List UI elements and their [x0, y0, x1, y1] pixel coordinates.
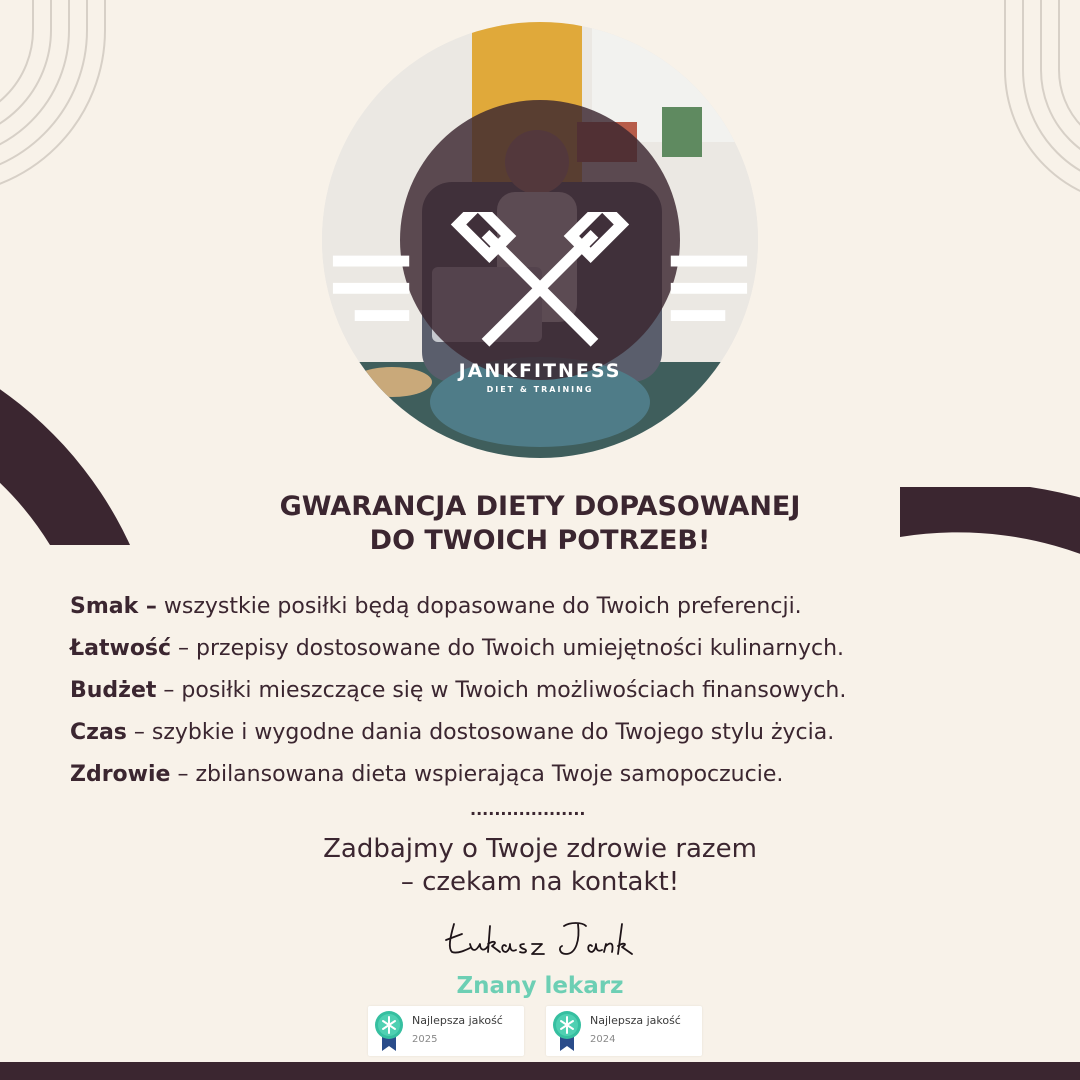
badge-year: 2025 — [412, 1034, 438, 1045]
feature-label: Smak – — [70, 594, 157, 619]
feature-label: Budżet — [70, 678, 157, 703]
feature-text: – przepisy dostosowane do Twoich umiejętności kulinarnych. — [171, 636, 845, 661]
feature-label: Zdrowie — [70, 762, 171, 787]
znany-lekarz-label: Znany lekarz — [456, 973, 624, 999]
brand-logo — [322, 212, 758, 394]
headline — [0, 490, 1080, 558]
feature-text: wszystkie posiłki będą dopasowane do Twoich preferencji. — [156, 594, 802, 619]
badge-title: Najlepsza jakość — [412, 1014, 503, 1027]
feature-item — [70, 756, 1030, 798]
handwritten-signature — [440, 912, 640, 962]
profile-photo — [322, 22, 758, 458]
badge-title: Najlepsza jakość — [590, 1014, 681, 1027]
feature-item — [70, 588, 1030, 630]
headline-line-2: DO TWOICH POTRZEB! — [369, 525, 711, 556]
bottom-bar — [0, 1062, 1080, 1080]
feature-item — [70, 672, 1030, 714]
feature-item — [70, 714, 1030, 756]
decorative-arc-lines-right — [970, 0, 1080, 210]
crossed-dumbbell-fork-icon — [322, 212, 758, 354]
quality-badge-2025 — [368, 1006, 524, 1056]
closing-line-1: Zadbajmy o Twoje zdrowie razem — [323, 834, 757, 864]
closing-message — [0, 833, 1080, 899]
features-list — [70, 588, 1030, 798]
closing-line-2: – czekam na kontakt! — [400, 867, 680, 897]
feature-text: – posiłki mieszczące się w Twoich możliwościach finansowych. — [156, 678, 847, 703]
award-ribbon-icon — [550, 1009, 584, 1053]
quality-badge-2024 — [546, 1006, 702, 1056]
brand-subtitle: DIET & TRAINING — [486, 384, 594, 394]
brand-name: JANKFITNESS — [458, 359, 622, 382]
feature-label: Czas — [70, 720, 127, 745]
feature-text: – szybkie i wygodne dania dostosowane do Twojego stylu życia. — [126, 720, 835, 745]
decorative-arc-lines-left — [0, 0, 110, 200]
badge-year: 2024 — [590, 1034, 616, 1045]
feature-label: Łatwość — [70, 636, 172, 661]
headline-line-1: GWARANCJA DIETY DOPASOWANEJ — [279, 491, 801, 522]
award-ribbon-icon — [372, 1009, 406, 1053]
feature-item — [70, 630, 1030, 672]
dotted-separator: ................... — [470, 800, 586, 819]
feature-text: – zbilansowana dieta wspierająca Twoje samopoczucie. — [170, 762, 784, 787]
